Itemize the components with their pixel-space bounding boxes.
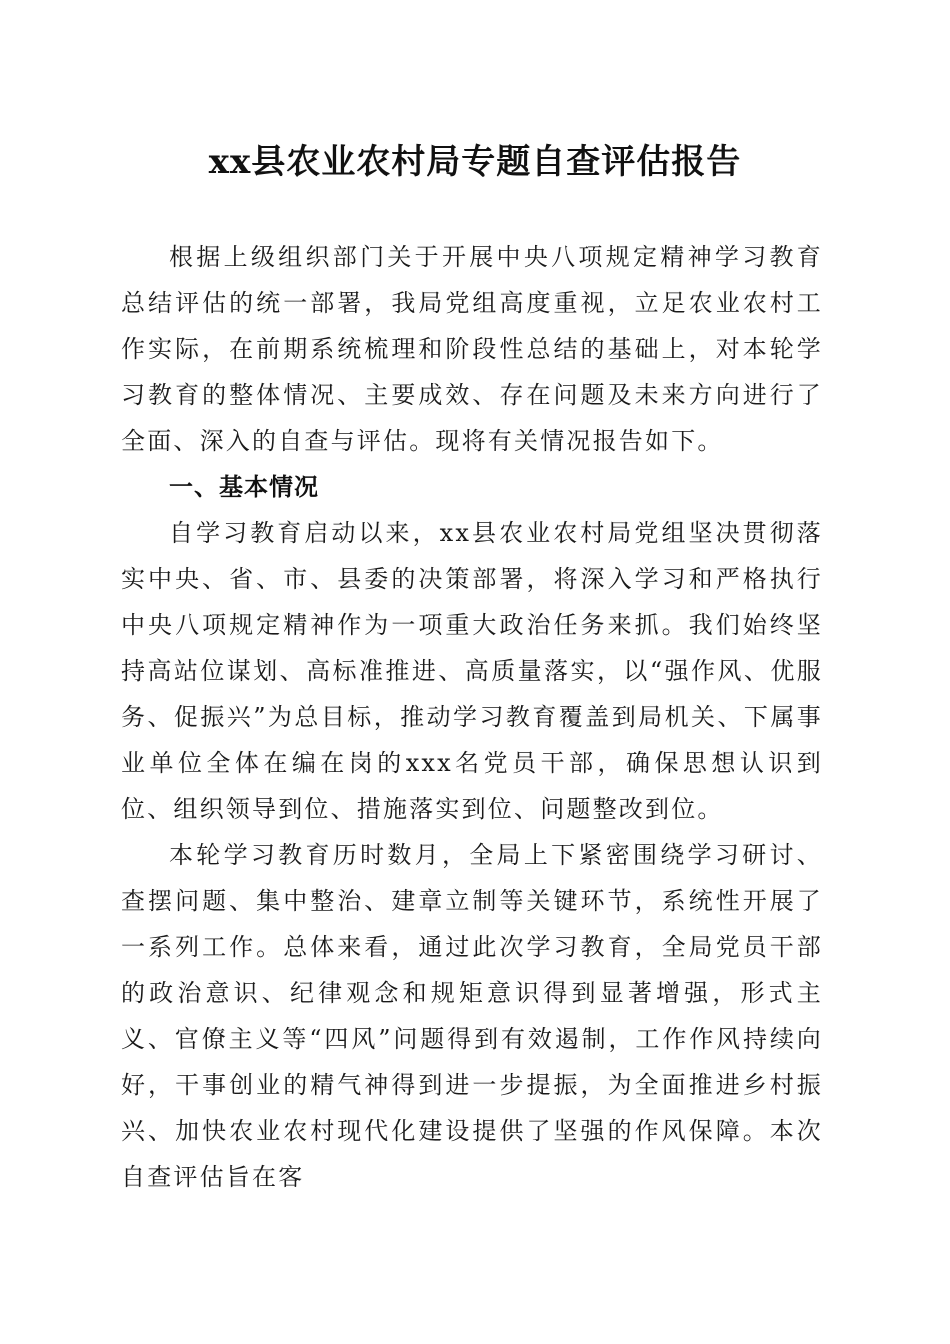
intro-paragraph: 根据上级组织部门关于开展中央八项规定精神学习教育总结评估的统一部署，我局党组高度重视，立足农业农村工作实际，在前期系统梳理和阶段性总结的基础上，对本轮学习教育的整体情况、主要成效、存在问题及未来方向进行了全面、深入的自查与评估。现将有关情况报告如下。 [121, 243, 823, 455]
document-title: xx县农业农村局专题自查评估报告 [208, 142, 742, 182]
section-heading: 一、基本情况 [169, 473, 319, 501]
body-paragraph-2: 本轮学习教育历时数月，全局上下紧密围绕学习研讨、查摆问题、集中整治、建章立制等关键环节，系统性开展了一系列工作。总体来看，通过此次学习教育，全局党员干部的政治意识、纪律观念和规矩意识得到显著增强，形式主义、官僚主义等“四风”问题得到有效遏制，工作作风持续向好，干事创业的精气神得到进一步提振，为全面推进乡村振兴、加快农业农村现代化建设提供了坚强的作风保障。本次自查评估旨在客 [121, 841, 823, 1191]
body-paragraph-1: 自学习教育启动以来，xx县农业农村局党组坚决贯彻落实中央、省、市、县委的决策部署，将深入学习和严格执行中央八项规定精神作为一项重大政治任务来抓。我们始终坚持高站位谋划、高标准推进、高质量落实，以“强作风、优服务、促振兴”为总目标，推动学习教育覆盖到局机关、下属事业单位全体在编在岗的xxx名党员干部，确保思想认识到位、组织领导到位、措施落实到位、问题整改到位。 [121, 519, 823, 823]
document-body [121, 234, 823, 1200]
